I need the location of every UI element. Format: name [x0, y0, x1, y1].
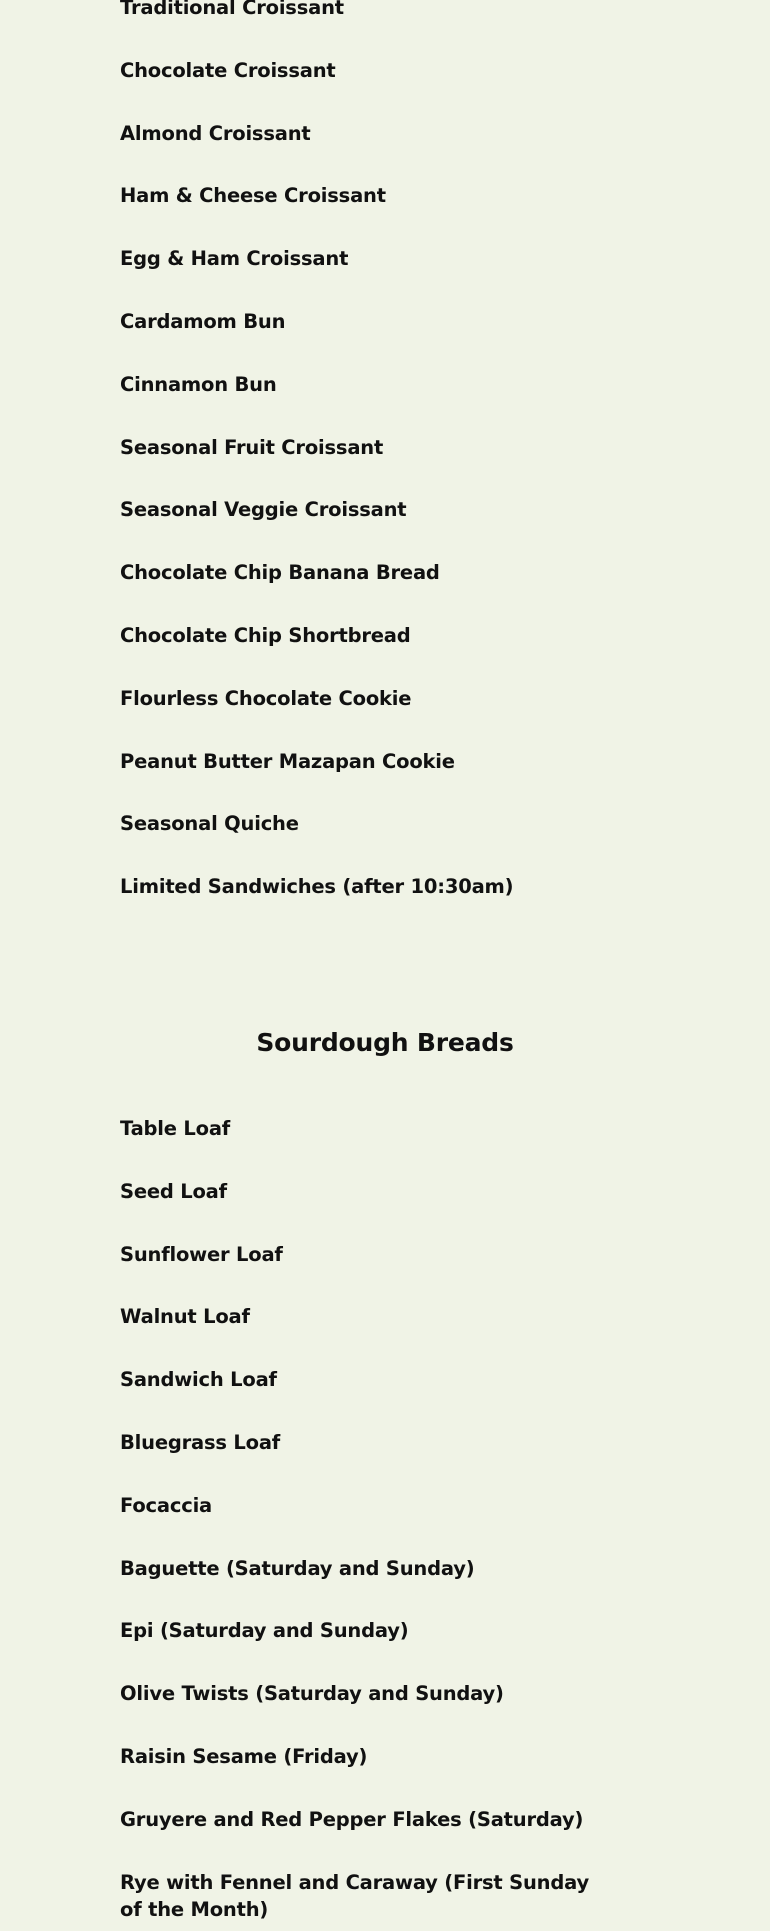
menu-item: Sunflower Loaf [120, 1242, 283, 1266]
menu-item: Traditional Croissant [120, 0, 344, 19]
bread-menu-list [120, 1115, 610, 1931]
menu-item: Cardamom Bun [120, 309, 286, 333]
menu-item: Rye with Fennel and Caraway (First Sunday of the Month) [120, 1870, 589, 1921]
menu-item: Walnut Loaf [120, 1305, 250, 1329]
pastry-menu-list [120, 0, 610, 936]
section-heading-sourdough-breads: Sourdough Breads [256, 1028, 514, 1057]
menu-item: Chocolate Croissant [120, 58, 336, 82]
menu-item: Seed Loaf [120, 1179, 227, 1203]
menu-item: Epi (Saturday and Sunday) [120, 1619, 409, 1643]
menu-item: Raisin Sesame (Friday) [120, 1744, 368, 1768]
menu-item: Table Loaf [120, 1117, 231, 1140]
menu-item: Gruyere and Red Pepper Flakes (Saturday) [120, 1807, 584, 1831]
menu-item: Olive Twists (Saturday and Sunday) [120, 1682, 504, 1706]
menu-item: Seasonal Quiche [120, 812, 299, 836]
menu-item: Sandwich Loaf [120, 1368, 277, 1392]
menu-item: Peanut Butter Mazapan Cookie [120, 749, 455, 773]
menu-item: Seasonal Fruit Croissant [120, 435, 384, 459]
menu-item: Almond Croissant [120, 121, 311, 145]
menu-item: Focaccia [120, 1493, 213, 1517]
menu-item: Seasonal Veggie Croissant [120, 498, 407, 522]
menu-item: Flourless Chocolate Cookie [120, 686, 412, 710]
menu-item: Cinnamon Bun [120, 372, 277, 396]
menu-item: Bluegrass Loaf [120, 1430, 281, 1454]
menu-item: Chocolate Chip Banana Bread [120, 561, 440, 585]
menu-item: Ham & Cheese Croissant [120, 184, 386, 208]
menu-item: Chocolate Chip Shortbread [120, 623, 411, 647]
menu-item: Limited Sandwiches (after 10:30am) [120, 875, 514, 899]
menu-item: Baguette (Saturday and Sunday) [120, 1556, 475, 1580]
menu-item: Egg & Ham Croissant [120, 247, 349, 271]
